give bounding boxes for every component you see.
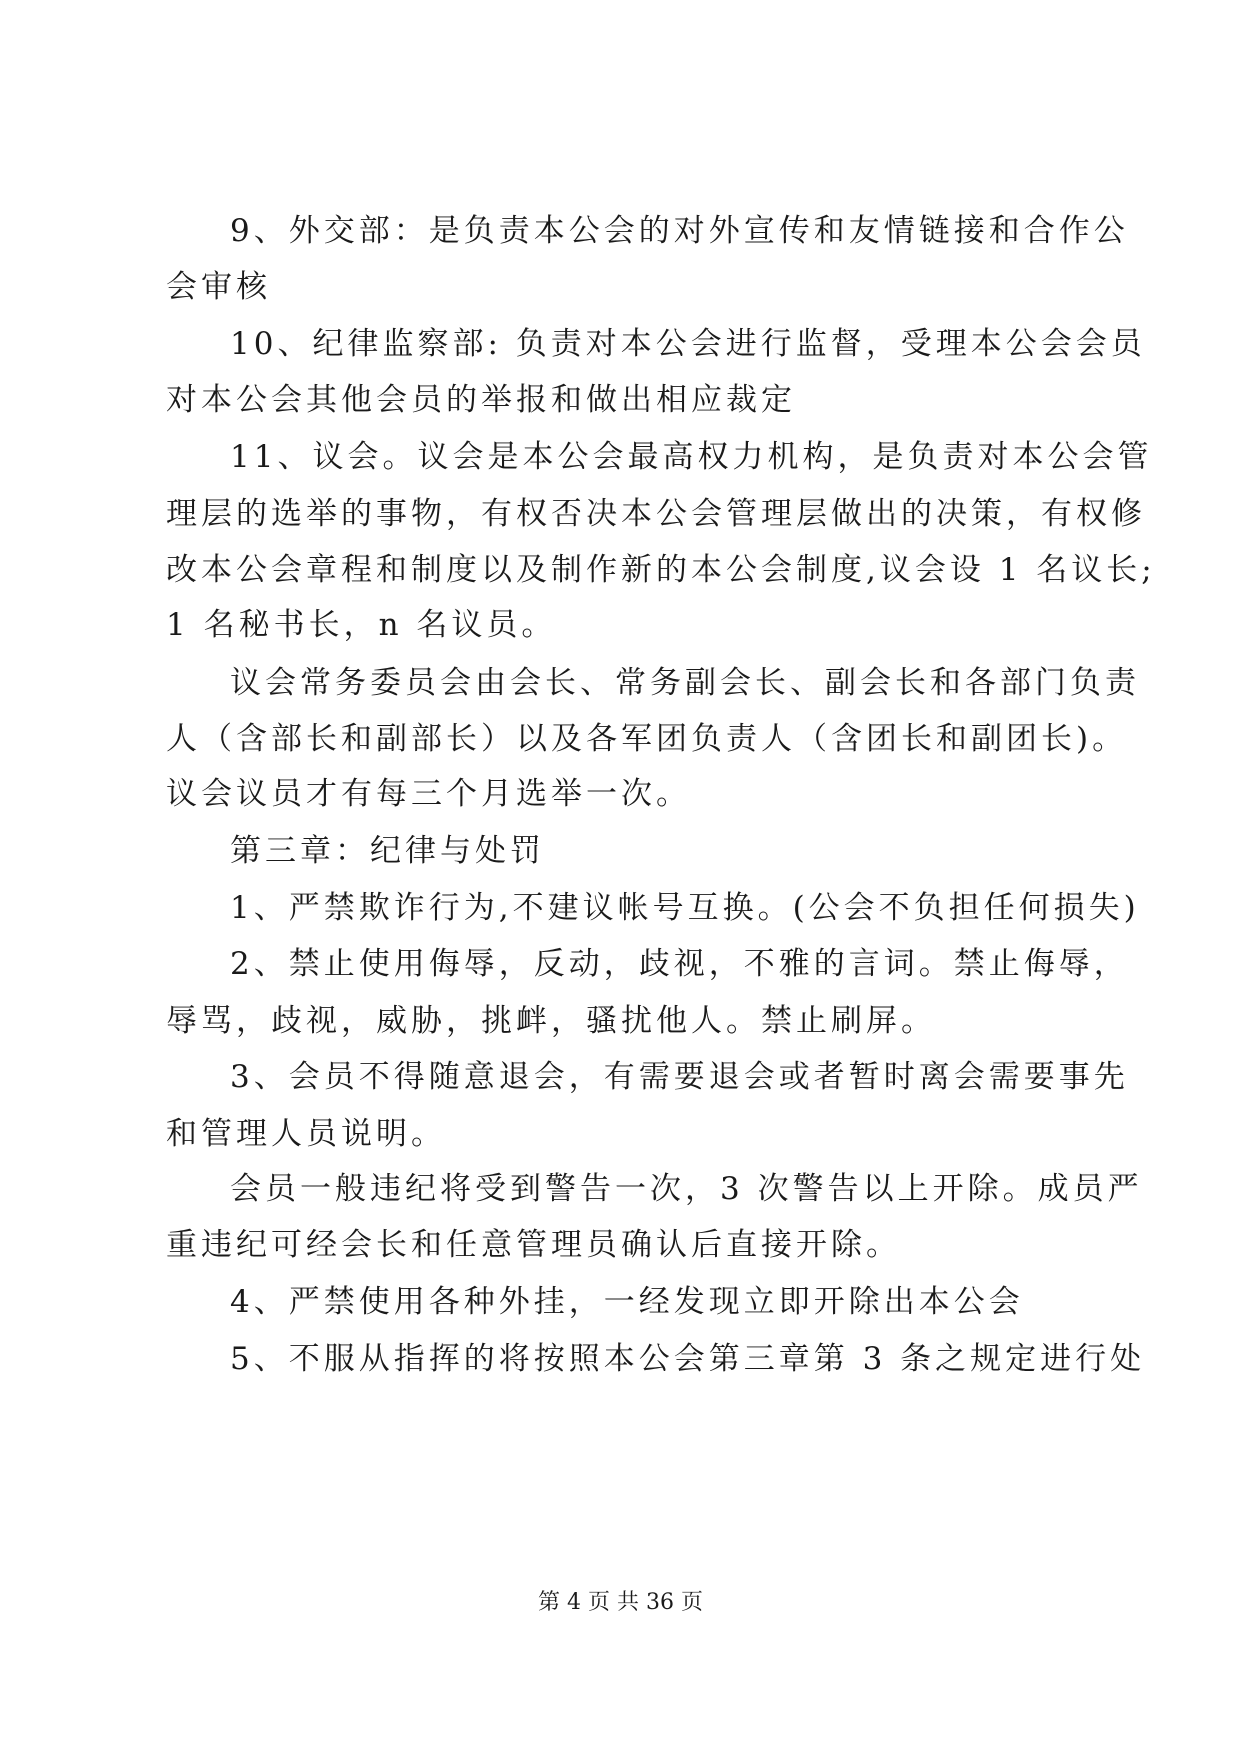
paragraph-line: 3、会员不得随意退会，有需要退会或者暂时离会需要事先 (230, 1059, 1129, 1095)
paragraph-line: 对本公会其他会员的举报和做出相应裁定 (166, 382, 796, 418)
paragraph-line: 会审核 (166, 269, 271, 305)
chapter-heading: 第三章：纪律与处罚 (230, 833, 545, 869)
paragraph-line: 改本公会章程和制度以及制作新的本公会制度,议会设 1 名议长; (166, 552, 1156, 588)
paragraph-line: 10、纪律监察部: 负责对本公会进行监督，受理本公会会员 (230, 326, 1146, 362)
paragraph-line: 议会常务委员会由会长、常务副会长、副会长和各部门负责 (230, 665, 1140, 701)
paragraph-line: 2、禁止使用侮辱，反动，歧视，不雅的言词。禁止侮辱， (230, 946, 1129, 982)
paragraph-line: 人（含部长和副部长）以及各军团负责人（含团长和副团长)。 (166, 721, 1128, 757)
paragraph-line: 理层的选举的事物，有权否决本公会管理层做出的决策，有权修 (166, 496, 1146, 532)
page-number-footer: 第 4 页 共 36 页 (538, 1590, 703, 1615)
paragraph-line: 4、严禁使用各种外挂，一经发现立即开除出本公会 (230, 1284, 1024, 1320)
paragraph-line: 1、严禁欺诈行为,不建议帐号互换。(公会不负担任何损失) (230, 890, 1140, 926)
paragraph-line: 5、不服从指挥的将按照本公会第三章第 3 条之规定进行处 (230, 1341, 1146, 1377)
paragraph-line: 9、外交部：是负责本公会的对外宣传和友情链接和合作公 (230, 213, 1129, 249)
paragraph-line: 和管理人员说明。 (166, 1116, 446, 1152)
paragraph-line: 重违纪可经会长和任意管理员确认后直接开除。 (166, 1227, 901, 1263)
paragraph-line: 11、议会。议会是本公会最高权力机构，是负责对本公会管 (230, 439, 1153, 475)
paragraph-line: 1 名秘书长，n 名议员。 (166, 607, 557, 643)
paragraph-line: 辱骂，歧视，威胁，挑衅，骚扰他人。禁止刷屏。 (166, 1003, 936, 1039)
paragraph-line: 议会议员才有每三个月选举一次。 (166, 776, 691, 812)
paragraph-line: 会员一般违纪将受到警告一次，3 次警告以上开除。成员严 (230, 1171, 1143, 1207)
